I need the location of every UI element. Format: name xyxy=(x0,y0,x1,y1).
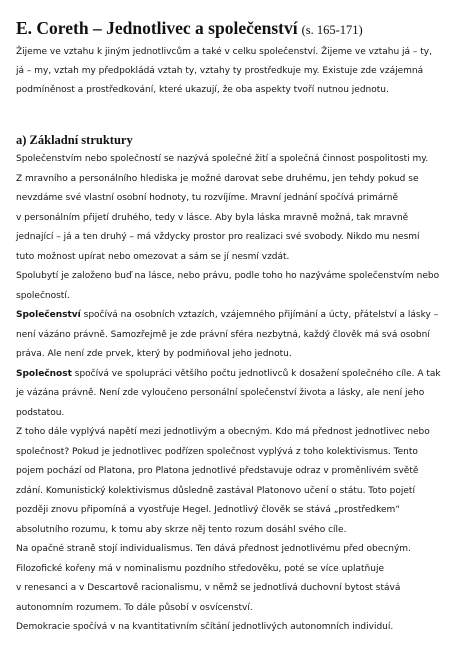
intro-line: Žijeme ve vztahu k jiným jednotlivcům a také v celku společenství. Žijeme ve vztahu já – ty, xyxy=(16,47,432,57)
body-line: Spolubytí je založeno buď na lásce, nebo právu, podle toho ho nazýváme společenstvím nebo xyxy=(16,271,440,281)
intro-line: já – my, vztah my předpokládá vztah ty, vztahy ty prostředkuje my. Existuje zde vzájemná xyxy=(16,66,424,76)
body-line: zdání. Komunistický kolektivismus důsledně zastával Platonovo učení o státu. Toto pojetí xyxy=(16,485,415,496)
body-line: společnost? Pokud je jednotlivec podřízen společnost vyplývá z toho kolektivismus. Tento xyxy=(16,446,418,457)
bold-term: Společnost xyxy=(16,368,72,379)
body-line: jednající – já a ten druhý – má vždycky prostor pro realizaci své svobody. Nikdo mu nesmí xyxy=(16,232,420,242)
section-heading: a) Základní struktury xyxy=(16,133,133,147)
body-line: společností. xyxy=(16,290,70,301)
body-line: Z toho dále vyplývá napětí mezi jednotlivým a obecným. Kdo má přednost jednotlivec nebo xyxy=(16,427,430,437)
body-line: je vázána právně. Není zde vyloučeno personální společenství života a lásky, ale není jeho xyxy=(16,388,425,398)
body-line: Společnost spočívá ve spolupráci většího počtu jednotlivců k dosažení společného cíle. A tak xyxy=(16,368,441,379)
body-line: v personálním přijetí druhého, tedy v lásce. Aby byla láska mravně možná, tak mravně xyxy=(16,212,409,223)
intro-line: podmíněnost a prostředkování, které ukazují, že oba aspekty tvoří nutnou jednotu. xyxy=(16,85,389,95)
body-line: později znovu připomíná a vyostřuje Hegel. Jednotlivý člověk se stává „prostředkem“ xyxy=(16,505,400,515)
body-line: podstatou. xyxy=(16,407,65,418)
body-line: v renesanci a v Descartově racionalismu, v němž se jednotlivá duchovní bytost stává xyxy=(16,583,401,593)
title-text: E. Coreth – Jednotlivec a společenství xyxy=(16,18,298,38)
body-line: Společenství spočívá na osobních vztazích, vzájemného přijímání a úcty, přátelství a lásky – xyxy=(16,310,439,320)
bold-term: Společenství xyxy=(16,310,81,320)
body-line: není vázáno právně. Samozřejmě je zde právní sféra nezbytná, každý člověk má svá osobní xyxy=(16,329,430,340)
document-title xyxy=(16,20,363,38)
body-line: tuto možnost upírat nebo omezovat a sám se jí nesmí vzdát. xyxy=(16,251,290,262)
body-line: Společenstvím nebo společností se nazývá společné žití a společná činnost pospolitosti my. xyxy=(16,154,429,164)
title-page-range: (s. 165-171) xyxy=(301,23,363,37)
body-line: Z mravního a personálního hlediska je možné darovat sebe druhému, jen tehdy pokud se xyxy=(16,173,419,184)
body-line: Demokracie spočívá v na kvantitativním sčítání jednotlivých autonomních individuí. xyxy=(16,622,394,632)
body-line: absolutního rozumu, k tomu aby skrze něj tento rozum dosáhl svého cíle. xyxy=(16,524,347,535)
body-line: pojem pochází od Platona, pro Platona jednotlivé představuje odraz v proměnlivém světě xyxy=(16,466,419,476)
body-line: nevzdáme své vlastní osobní hodnoty, tu rozvíjíme. Mravní jednání spočívá primárně xyxy=(16,193,399,203)
body-line: Filozofické kořeny má v nominalismu pozdního středověku, poté se více uplatňuje xyxy=(16,563,384,574)
body-line: Na opačné straně stojí individualismus. Ten dává přednost jednotlivému před obecným. xyxy=(16,544,411,554)
body-line: práva. Ale není zde prvek, který by podmiňoval jeho jednotu. xyxy=(16,349,292,359)
body-line: autonomním rozumem. To dále působí v osvícenství. xyxy=(16,602,253,613)
